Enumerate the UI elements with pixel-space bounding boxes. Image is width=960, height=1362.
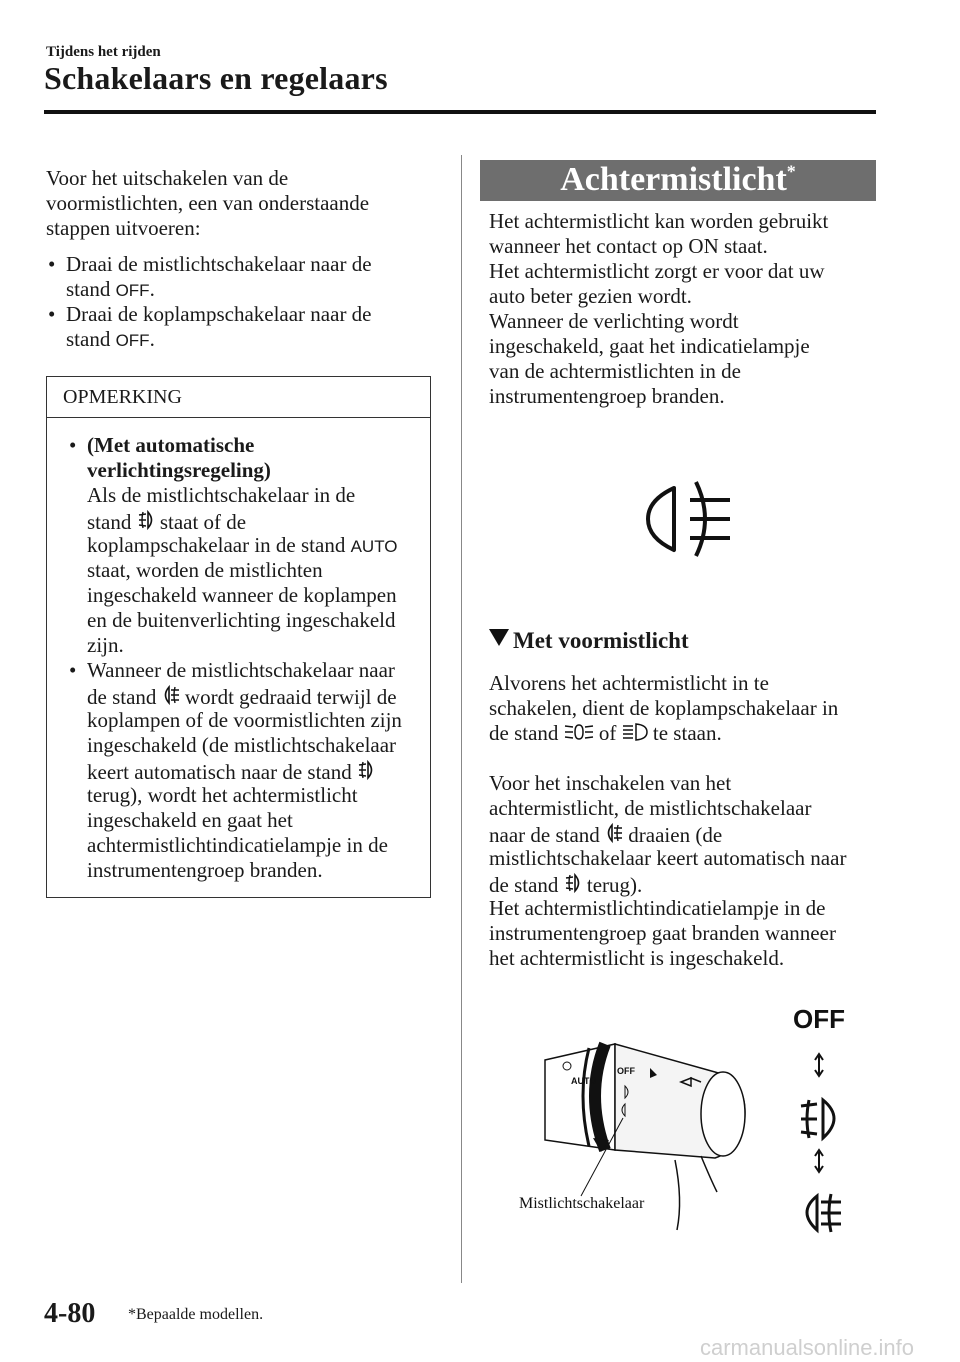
double-arrow-icon <box>815 1150 823 1172</box>
svg-text:AUTO: AUTO <box>571 1076 597 1086</box>
headlight-icon <box>622 721 648 743</box>
diagram-off-label: OFF <box>793 1004 845 1034</box>
rear-fog-icon <box>605 821 623 845</box>
rear-fog-indicator-icon <box>640 478 740 560</box>
double-arrow-icon <box>815 1054 823 1076</box>
rear-fog-icon <box>807 1194 841 1232</box>
column-divider <box>461 155 462 1283</box>
footnote: *Bepaalde modellen. <box>128 1306 264 1323</box>
header-rule <box>44 110 876 114</box>
section-label: Tijdens het rijden <box>46 44 161 60</box>
banner-title: Achtermistlicht <box>560 161 787 198</box>
front-fog-icon <box>564 871 582 895</box>
note-title: OPMERKING <box>63 386 182 408</box>
subheading: Met voormistlicht <box>489 628 689 654</box>
front-fog-icon <box>137 508 155 532</box>
triangle-marker-icon <box>489 629 509 646</box>
front-fog-icon <box>357 758 375 782</box>
switch-callout-label: Mistlichtschakelaar <box>519 1195 645 1212</box>
rear-fog-icon <box>162 683 180 707</box>
note-box: OPMERKING • (Met automatische verlichtingsregeling) Als de mistlichtschakelaar in de stand staat of de koplampschakelaar in de stand AUTO staat, worden de mistlichten ingeschakeld wanneer de koplampen en de buitenverlichting ingeschakeld zijn. • Wanneer de mistlichtschakelaar naar de stand wordt gedraaid terwijl de koplampen of de voormistlichten zijn ingeschakeld (de mistlichtschakelaar keert automatisch naar de stand terug), wordt het achtermistlicht ingeschakeld en gaat het achtermistlichtindicatielampje in de instrumentengroep branden. <box>46 376 431 898</box>
watermark: carmanualsonline.info <box>700 1335 915 1360</box>
intro-paragraph: Voor het uitschakelen van de voormistlichten, een van onderstaande stappen uitvoeren: <box>46 166 370 240</box>
parking-light-icon <box>564 721 594 743</box>
fog-switch-diagram <box>505 1000 885 1260</box>
page-number: 4-80 <box>44 1298 96 1329</box>
svg-text:OFF: OFF <box>617 1066 635 1076</box>
front-fog-icon <box>801 1100 834 1138</box>
section-banner <box>480 160 876 201</box>
banner-footnote-mark: * <box>786 161 796 182</box>
page-title: Schakelaars en regelaars <box>44 60 388 96</box>
